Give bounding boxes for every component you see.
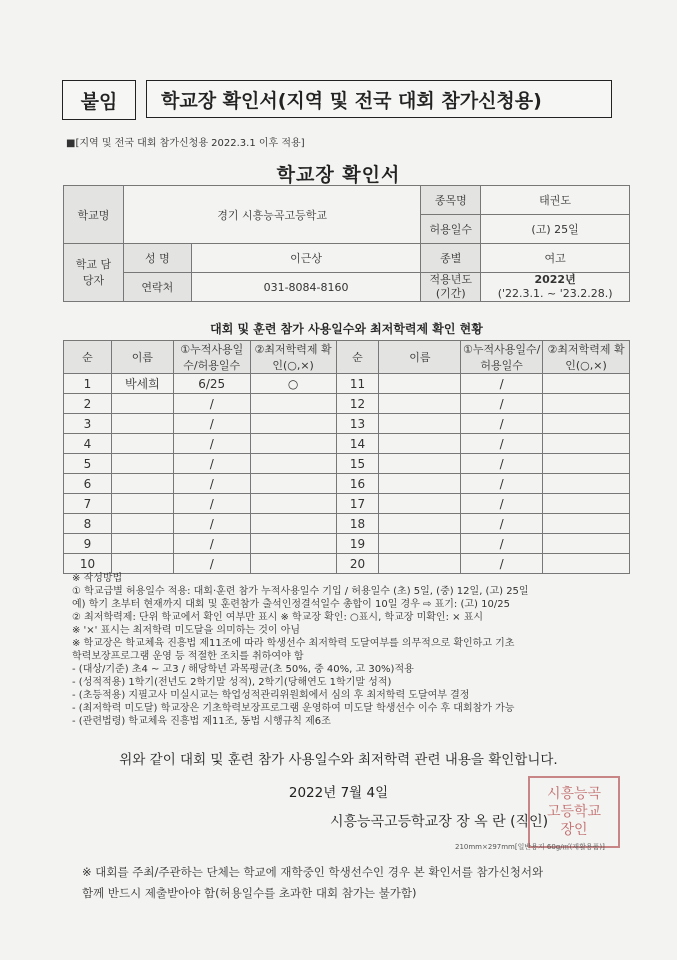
row-name [111,414,173,434]
row-check-2 [543,394,630,414]
row-no: 10 [64,554,112,574]
row-name-2 [379,374,461,394]
row-check [250,514,336,534]
row-name-2 [379,434,461,454]
method-line: - (성적적용) 1학기(전년도 2학기말 성적), 2학기(당해연도 1학기말 성적) [72,677,392,688]
contact-value: 031-8084-8160 [191,273,421,302]
row-check [250,454,336,474]
allow-days-value: (고) 25일 [481,215,630,244]
row-days-2: / [461,374,543,394]
row-no: 8 [64,514,112,534]
row-days-2: / [461,554,543,574]
year-value: 2022년 [534,273,576,286]
row-check [250,554,336,574]
row-check-2 [543,494,630,514]
row-name [111,474,173,494]
table-row [64,454,630,474]
table-row [64,434,630,454]
row-name-2 [379,554,461,574]
header-days-2: ①누적사용일수/허용일수 [461,341,543,374]
row-name-2 [379,394,461,414]
row-days: / [173,414,250,434]
row-days: / [173,494,250,514]
table-row [64,474,630,494]
writing-method [72,572,632,728]
period-value: ('22.3.1. ~ '23.2.28.) [497,287,613,300]
table-row [64,414,630,434]
table-row [64,514,630,534]
row-no-2: 19 [336,534,379,554]
row-no: 3 [64,414,112,434]
header-check-2: ②최저학력제 확인(○,×) [543,341,630,374]
row-days: / [173,554,250,574]
row-name-2 [379,414,461,434]
row-check-2 [543,534,630,554]
row-days-2: / [461,494,543,514]
status-table [63,340,630,574]
row-no: 2 [64,394,112,414]
school-info-table [63,185,630,302]
year-label: 적용년도 (기간) [421,273,481,302]
method-line: 예) 학기 초부터 현재까지 대회 및 훈련참가 출석인정결석일수 총합이 10일 경우 ⇨ 표기: (고) 10/25 [72,599,510,610]
method-line: ※ '×' 표시는 최저학력 미도달을 의미하는 것이 아님 [72,625,301,636]
method-line: - (관련법령) 학교체육 진흥법 제11조, 동법 시행규칙 제6조 [72,716,331,727]
row-no: 6 [64,474,112,494]
header-name: 이름 [111,341,173,374]
school-name-value: 경기 시흥능곡고등학교 [123,186,420,244]
page-title: 학교장 확인서 [276,164,401,186]
row-days: / [173,454,250,474]
row-name-2 [379,454,461,474]
row-check-2 [543,414,630,434]
row-days: / [173,434,250,454]
event-value: 태권도 [481,186,630,215]
principal-signature-line: 시흥능곡고등학교장 장 옥 란 (직인) [330,814,549,830]
row-check [250,534,336,554]
row-no: 5 [64,454,112,474]
row-name [111,454,173,474]
row-name [111,434,173,454]
attachment-badge: 붙임 [62,80,136,120]
row-no-2: 16 [336,474,379,494]
row-no-2: 15 [336,454,379,474]
bottom-note [82,862,642,904]
name-value: 이근상 [191,244,421,273]
row-no-2: 13 [336,414,379,434]
row-days-2: / [461,414,543,434]
row-days: / [173,534,250,554]
contact-label: 연락처 [123,273,191,302]
official-seal [528,776,620,848]
row-days: 6/25 [173,374,250,394]
row-no: 1 [64,374,112,394]
header-no-2: 순 [336,341,379,374]
row-check [250,494,336,514]
year-cell [481,273,630,302]
row-check [250,474,336,494]
applicability-note: ■[지역 및 전국 대회 참가신청용 2022.3.1 이후 적용] [66,138,305,149]
row-name [111,534,173,554]
table-row [64,494,630,514]
row-days: / [173,514,250,534]
status-title: 대회 및 훈련 참가 사용일수와 최저학력제 확인 현황 [210,322,483,336]
row-name-2 [379,494,461,514]
header-days: ①누적사용일수/허용일수 [173,341,250,374]
table-row [64,394,630,414]
method-line: ※ 학교장은 학교체육 진흥법 제11조에 따라 학생선수 최저학력 도달여부를 의무적으로 확인하고 기초 [72,638,515,649]
row-days: / [173,474,250,494]
row-name-2 [379,514,461,534]
event-label: 종목명 [421,186,481,215]
method-line: - (초등적용) 지필고사 미실시교는 학업성적관리위원회에서 심의 후 최저학력 도달여부 결정 [72,690,470,701]
status-header-row [64,341,630,374]
row-no-2: 17 [336,494,379,514]
row-check-2 [543,514,630,534]
row-days-2: / [461,454,543,474]
row-no-2: 14 [336,434,379,454]
school-name-label: 학교명 [64,186,124,244]
row-days-2: / [461,474,543,494]
row-days-2: / [461,534,543,554]
row-check [250,394,336,414]
row-name: 박세희 [111,374,173,394]
row-days-2: / [461,394,543,414]
row-no-2: 20 [336,554,379,574]
allow-days-label: 허용일수 [421,215,481,244]
table-row [64,554,630,574]
method-line: - (최저학력 미도달) 학교장은 기초학력보장프로그램 운영하여 미도달 학생선수 이수 후 대회참가 가능 [72,703,515,714]
row-days: / [173,394,250,414]
method-line: 학력보장프로그램 운영 등 적절한 조치를 취하여야 함 [72,651,304,662]
paper-spec: 210mm×297mm[일반용지 60g/㎡(재활용품)] [455,843,605,851]
table-row [64,374,630,394]
seal-text: 시흥능곡고등학교장인 [546,786,602,838]
document-headline: 학교장 확인서(지역 및 전국 대회 참가신청용) [146,80,612,118]
row-check [250,434,336,454]
row-check-2 [543,454,630,474]
issue-date: 2022년 7월 4일 [288,785,389,801]
manager-label: 학교 담당자 [64,244,124,302]
table-row [64,534,630,554]
row-name [111,494,173,514]
row-check-2 [543,474,630,494]
row-check-2 [543,554,630,574]
row-days-2: / [461,514,543,534]
row-days-2: / [461,434,543,454]
method-line: - (대상/기준) 초4 ~ 고3 / 해당학년 과목평균(초 50%, 중 40%, 고 30%)적용 [72,664,414,675]
row-check-2 [543,434,630,454]
row-name-2 [379,474,461,494]
header-name-2: 이름 [379,341,461,374]
row-no: 4 [64,434,112,454]
method-line: ※ 작성방법 [72,573,123,584]
header-check: ②최저학력제 확인(○,×) [250,341,336,374]
confirmation-text: 위와 같이 대회 및 훈련 참가 사용일수와 최저학력 관련 내용을 확인합니다. [119,752,558,768]
row-check [250,414,336,434]
row-check: ○ [250,374,336,394]
row-name [111,514,173,534]
bottom-note-line: ※ 대회를 주최/주관하는 단체는 학교에 재학중인 학생선수인 경우 본 확인서를 참가신청서와 [82,865,544,879]
header-no: 순 [64,341,112,374]
row-no: 9 [64,534,112,554]
method-line: ② 최저학력제: 단위 학교에서 확인 여부만 표시 ※ 학교장 확인: ○표시, 학교장 미확인: × 표시 [72,612,484,623]
row-no-2: 12 [336,394,379,414]
row-name [111,394,173,414]
gender-value: 여고 [481,244,630,273]
row-check-2 [543,374,630,394]
row-name-2 [379,534,461,554]
row-no-2: 11 [336,374,379,394]
name-label: 성 명 [123,244,191,273]
row-no-2: 18 [336,514,379,534]
row-no: 7 [64,494,112,514]
gender-label: 종별 [421,244,481,273]
method-line: ① 학교급별 허용일수 적용: 대회·훈련 참가 누적사용일수 기입 / 허용일수 (초) 5일, (중) 12일, (고) 25일 [72,586,529,597]
bottom-note-line: 함께 반드시 제출받아야 함(허용일수를 초과한 대회 참가는 불가함) [82,886,417,900]
row-name [111,554,173,574]
